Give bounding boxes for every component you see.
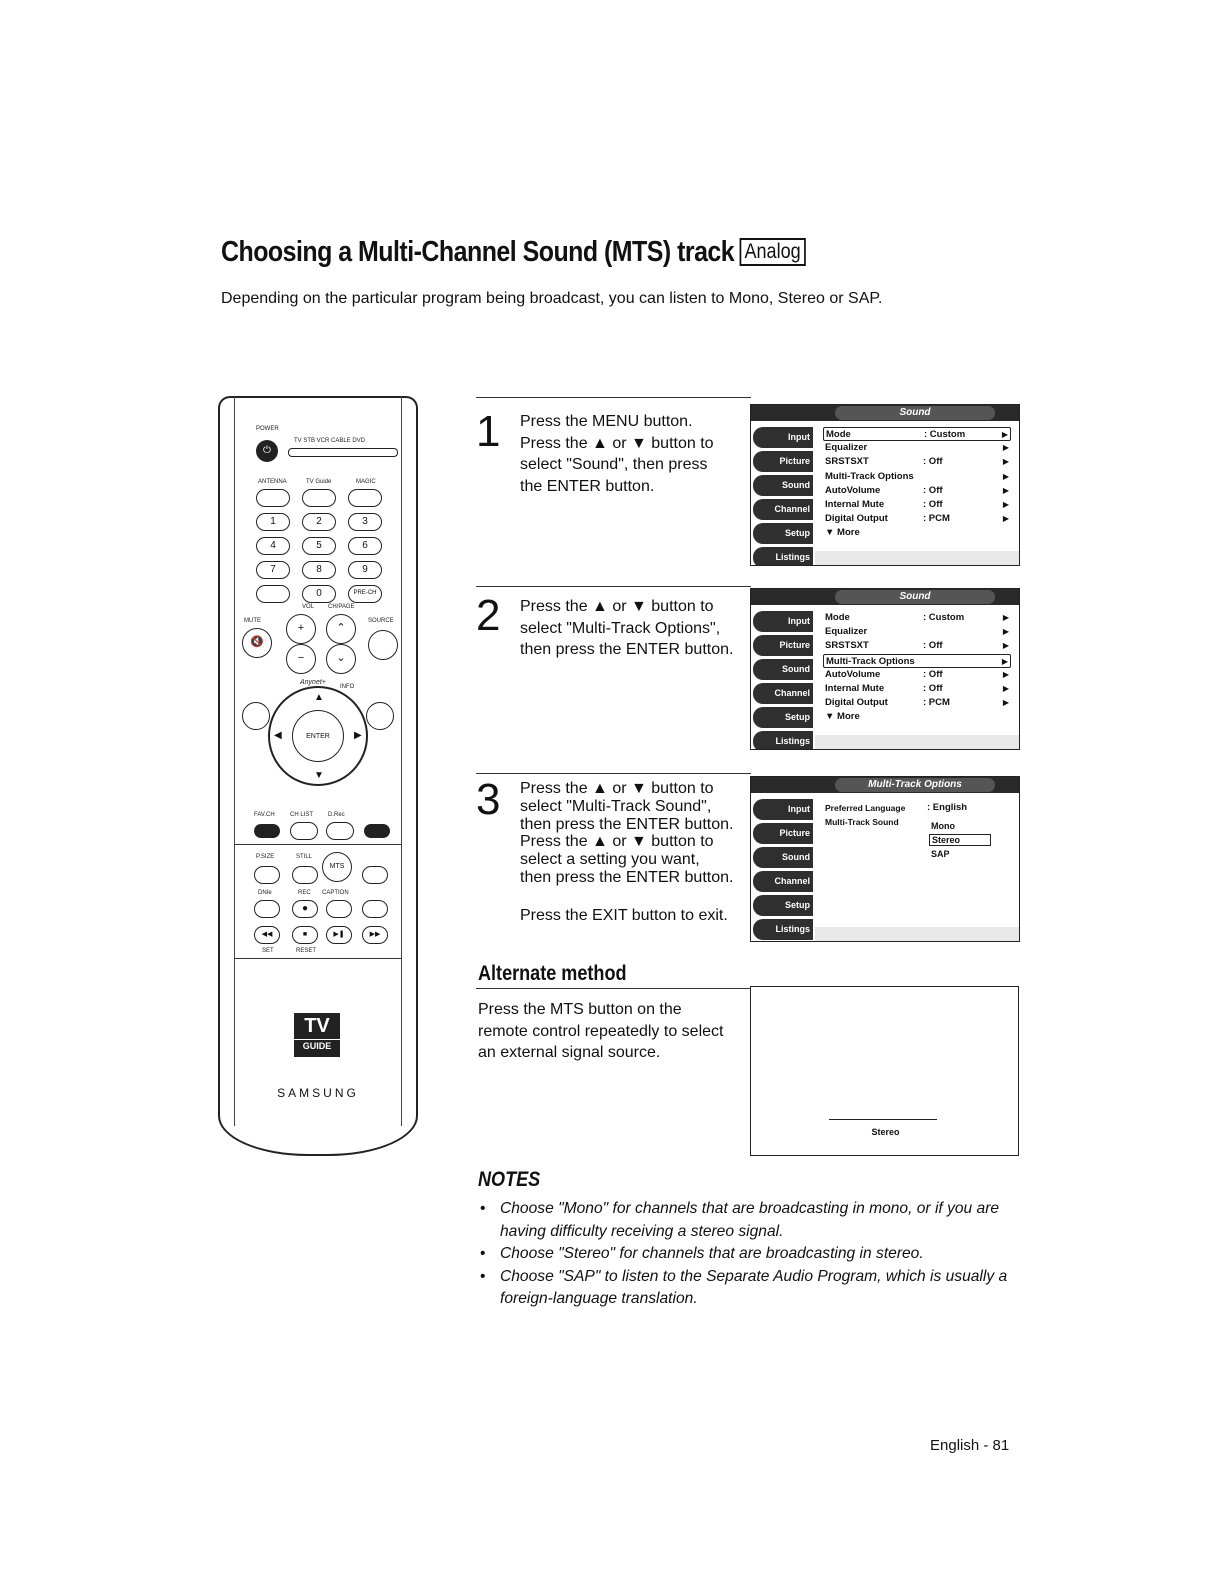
osd-side-sound: Sound bbox=[753, 659, 813, 680]
misc-dark-button bbox=[364, 824, 390, 838]
drec-label: D.Rec bbox=[328, 812, 345, 818]
notes-list bbox=[480, 1198, 1020, 1311]
osd-bottom-bar bbox=[815, 551, 1019, 565]
caption-button bbox=[326, 900, 352, 918]
mode-selector bbox=[288, 448, 398, 457]
osd-menu-list bbox=[823, 801, 1011, 829]
osd-row-internal-mute: Internal Mute : Off ▶ bbox=[825, 682, 1009, 694]
navigation-pad bbox=[268, 686, 368, 786]
tvguide-button bbox=[302, 489, 336, 507]
osd-row-mode: Mode : Custom ▶ bbox=[823, 427, 1011, 441]
number-6-button: 6 bbox=[348, 537, 382, 555]
step-3-rule bbox=[476, 773, 751, 774]
osd-side-channel: Channel bbox=[753, 683, 813, 704]
osd-side-setup: Setup bbox=[753, 895, 813, 916]
osd-menu-list bbox=[823, 611, 1011, 725]
osd-row-srstsxt: SRSTSXT : Off ▶ bbox=[825, 456, 1009, 468]
osd-screen-2 bbox=[750, 588, 1020, 750]
tvguide-logo bbox=[294, 1013, 340, 1057]
info-label: INFO bbox=[340, 684, 355, 690]
source-label: SOURCE bbox=[368, 618, 394, 624]
power-icon: ⏻ bbox=[256, 440, 278, 462]
favch-button bbox=[254, 824, 280, 838]
still-button bbox=[292, 866, 318, 884]
number-1-button: 1 bbox=[256, 513, 290, 531]
osd-side-input: Input bbox=[753, 611, 813, 632]
osd-bottom-bar bbox=[815, 735, 1019, 749]
osd-side-input: Input bbox=[753, 427, 813, 448]
magic-button bbox=[348, 489, 382, 507]
number-3-button: 3 bbox=[348, 513, 382, 531]
note-item: • Choose "Mono" for channels that are broadcasting in mono, or if you are having difficulty receiving a stereo signal. bbox=[480, 1198, 1020, 1243]
analog-badge: Analog bbox=[739, 238, 806, 266]
osd-side-channel: Channel bbox=[753, 499, 813, 520]
vol-up-icon: + bbox=[286, 614, 316, 644]
osd-row-internal-mute: Internal Mute : Off ▶ bbox=[825, 498, 1009, 510]
menu-button bbox=[242, 702, 270, 730]
osd-side-sound: Sound bbox=[753, 847, 813, 868]
osd-row-srstsxt: SRSTSXT : Off ▶ bbox=[825, 640, 1009, 652]
panel-divider-bottom bbox=[234, 958, 402, 959]
number-8-button: 8 bbox=[302, 561, 336, 579]
anynet-label: Anynet+ bbox=[300, 679, 326, 686]
notes-heading: NOTES bbox=[478, 1168, 541, 1191]
osd-screen-1 bbox=[750, 404, 1020, 566]
ch-up-icon: ⌃ bbox=[326, 614, 356, 644]
intro-text: Depending on the particular program being broadcast, you can listen to Mono, Stereo or SAP. bbox=[221, 290, 883, 307]
reset-label: RESET bbox=[296, 948, 317, 954]
tvguide-logo-tv: TV bbox=[304, 1015, 330, 1037]
osd-side-input: Input bbox=[753, 799, 813, 820]
panel-divider-top bbox=[234, 844, 402, 845]
source-icon bbox=[368, 630, 398, 660]
osd-title: Sound bbox=[835, 406, 995, 420]
step-3-exit-text: Press the EXIT button to exit. bbox=[520, 907, 728, 924]
mode-labels: TV STB VCR CABLE DVD bbox=[294, 438, 366, 444]
osd-side-setup: Setup bbox=[753, 523, 813, 544]
osd-row-autovolume: AutoVolume : Off ▶ bbox=[825, 668, 1009, 680]
osd-title: Multi-Track Options bbox=[835, 778, 995, 792]
page-title-text: Choosing a Multi-Channel Sound (MTS) track bbox=[221, 236, 735, 268]
osd-row-equalizer: Equalizer ▶ bbox=[825, 442, 1009, 454]
osd-side-listings: Listings bbox=[753, 919, 813, 940]
chlist-label: CH LIST bbox=[290, 812, 314, 818]
option-mono: Mono bbox=[931, 821, 955, 831]
page-number: English - 81 bbox=[930, 1437, 1010, 1454]
down-arrow-icon: ▼ bbox=[314, 770, 324, 781]
forward-button: ▶▶ bbox=[362, 926, 388, 944]
osd-screen-3 bbox=[750, 776, 1020, 942]
psize-button bbox=[254, 866, 280, 884]
enter-button: ENTER bbox=[292, 710, 344, 762]
tvguide-logo-guide: GUIDE bbox=[294, 1039, 340, 1052]
rec-label: REC bbox=[298, 890, 311, 896]
rewind-button: ◀◀ bbox=[254, 926, 280, 944]
number-9-button: 9 bbox=[348, 561, 382, 579]
dnie-label: DNIe bbox=[258, 890, 272, 896]
mute-icon: 🔇 bbox=[242, 628, 272, 658]
number-4-button: 4 bbox=[256, 537, 290, 555]
osd-row-more: ▼ More bbox=[825, 527, 860, 539]
osd-row-equalizer: Equalizer ▶ bbox=[825, 626, 1009, 638]
osd-row-preferred-language: Preferred Language : English bbox=[825, 802, 968, 813]
mts-button: MTS bbox=[322, 852, 352, 882]
set-label: SET bbox=[262, 948, 274, 954]
step-3-number: 3 bbox=[476, 775, 501, 824]
vol-down-icon: − bbox=[286, 644, 316, 674]
tvguide-label: TV Guide bbox=[306, 479, 332, 485]
osd-side-listings: Listings bbox=[753, 547, 813, 566]
osd-row-digital-output: Digital Output : PCM ▶ bbox=[825, 697, 1009, 709]
rec-button: ● bbox=[292, 900, 318, 918]
chlist-button bbox=[290, 822, 318, 840]
osd-sidebar bbox=[751, 793, 815, 941]
alternate-rule bbox=[476, 988, 751, 989]
vol-label: VOL bbox=[302, 604, 315, 610]
osd-sidebar bbox=[751, 421, 815, 565]
note-item: • Choose "SAP" to listen to the Separate Audio Program, which is usually a foreign-language translation. bbox=[480, 1266, 1020, 1311]
step-1-text: Press the MENU button. Press the ▲ or ▼ button to select "Sound", then press the ENTER button. bbox=[520, 413, 714, 495]
osd-row-autovolume: AutoVolume : Off ▶ bbox=[825, 484, 1009, 496]
osd-row-mode: Mode : Custom ▶ bbox=[825, 612, 1009, 623]
ch-down-icon: ⌄ bbox=[326, 644, 356, 674]
osd-title: Sound bbox=[835, 590, 995, 604]
samsung-brand: SAMSUNG bbox=[277, 1086, 359, 1100]
remote-control-illustration bbox=[218, 396, 418, 1156]
note-item: • Choose "Stereo" for channels that are broadcasting in stereo. bbox=[480, 1243, 1020, 1266]
stereo-label: Stereo bbox=[871, 1127, 900, 1137]
alternate-screen bbox=[750, 986, 1019, 1156]
step-2-rule bbox=[476, 586, 751, 587]
osd-side-setup: Setup bbox=[753, 707, 813, 728]
favch-label: FAV.CH bbox=[254, 812, 275, 818]
number-2-button: 2 bbox=[302, 513, 336, 531]
up-arrow-icon: ▲ bbox=[314, 692, 324, 703]
antenna-button bbox=[256, 489, 290, 507]
osd-side-listings: Listings bbox=[753, 731, 813, 750]
step-2-text: Press the ▲ or ▼ button to select "Multi-Track Options", then press the ENTER button. bbox=[520, 598, 734, 658]
prech-button: PRE-CH bbox=[348, 585, 382, 603]
osd-row-multitrack: Multi-Track Options ▶ bbox=[823, 654, 1011, 668]
osd-side-sound: Sound bbox=[753, 475, 813, 496]
osd-row-multitrack-sound: Multi-Track Sound bbox=[825, 817, 899, 828]
play-pause-button: ▶❚ bbox=[326, 926, 352, 944]
number-7-button: 7 bbox=[256, 561, 290, 579]
osd-side-picture: Picture bbox=[753, 451, 813, 472]
exit-button bbox=[366, 702, 394, 730]
step-1-number: 1 bbox=[476, 407, 501, 456]
mute-label: MUTE bbox=[244, 618, 261, 624]
dash-button bbox=[256, 585, 290, 603]
psize-label: P.SIZE bbox=[256, 854, 275, 860]
option-sap: SAP bbox=[931, 849, 950, 859]
alternate-method-heading: Alternate method bbox=[478, 962, 627, 985]
magic-label: MAGIC bbox=[356, 479, 376, 485]
power-label: POWER bbox=[256, 426, 279, 432]
down-button bbox=[362, 900, 388, 918]
right-arrow-icon: ▶ bbox=[354, 730, 362, 741]
osd-row-more: ▼ More bbox=[825, 711, 860, 723]
drec-button bbox=[326, 822, 354, 840]
left-arrow-icon: ◀ bbox=[274, 730, 282, 741]
step-3-text: Press the ▲ or ▼ button to select "Multi-Track Sound", then press the ENTER button. Press the ▲ or ▼ button to select a setting you want, then press the ENTER button. bbox=[520, 780, 734, 886]
option-stereo-selected: Stereo bbox=[929, 834, 991, 846]
dnie-button bbox=[254, 900, 280, 918]
alternate-method-text: Press the MTS button on the remote control repeatedly to select an external signal source. bbox=[478, 1001, 724, 1061]
osd-bottom-bar bbox=[815, 927, 1019, 941]
antenna-label: ANTENNA bbox=[258, 479, 287, 485]
stereo-divider bbox=[829, 1119, 937, 1120]
osd-menu-list bbox=[823, 427, 1011, 541]
still-label: STILL bbox=[296, 854, 313, 860]
caption-label: CAPTION bbox=[322, 890, 349, 896]
osd-side-channel: Channel bbox=[753, 871, 813, 892]
number-0-button: 0 bbox=[302, 585, 336, 603]
osd-row-digital-output: Digital Output : PCM ▶ bbox=[825, 513, 1009, 525]
osd-sidebar bbox=[751, 605, 815, 749]
ch-label: CH/PAGE bbox=[328, 604, 355, 610]
number-5-button: 5 bbox=[302, 537, 336, 555]
osd-side-picture: Picture bbox=[753, 823, 813, 844]
up-button bbox=[362, 866, 388, 884]
osd-row-multitrack: Multi-Track Options ▶ bbox=[825, 470, 1009, 482]
step-1-rule bbox=[476, 397, 751, 398]
osd-side-picture: Picture bbox=[753, 635, 813, 656]
page-title bbox=[221, 236, 806, 269]
stop-button: ■ bbox=[292, 926, 318, 944]
step-2-number: 2 bbox=[476, 591, 501, 640]
